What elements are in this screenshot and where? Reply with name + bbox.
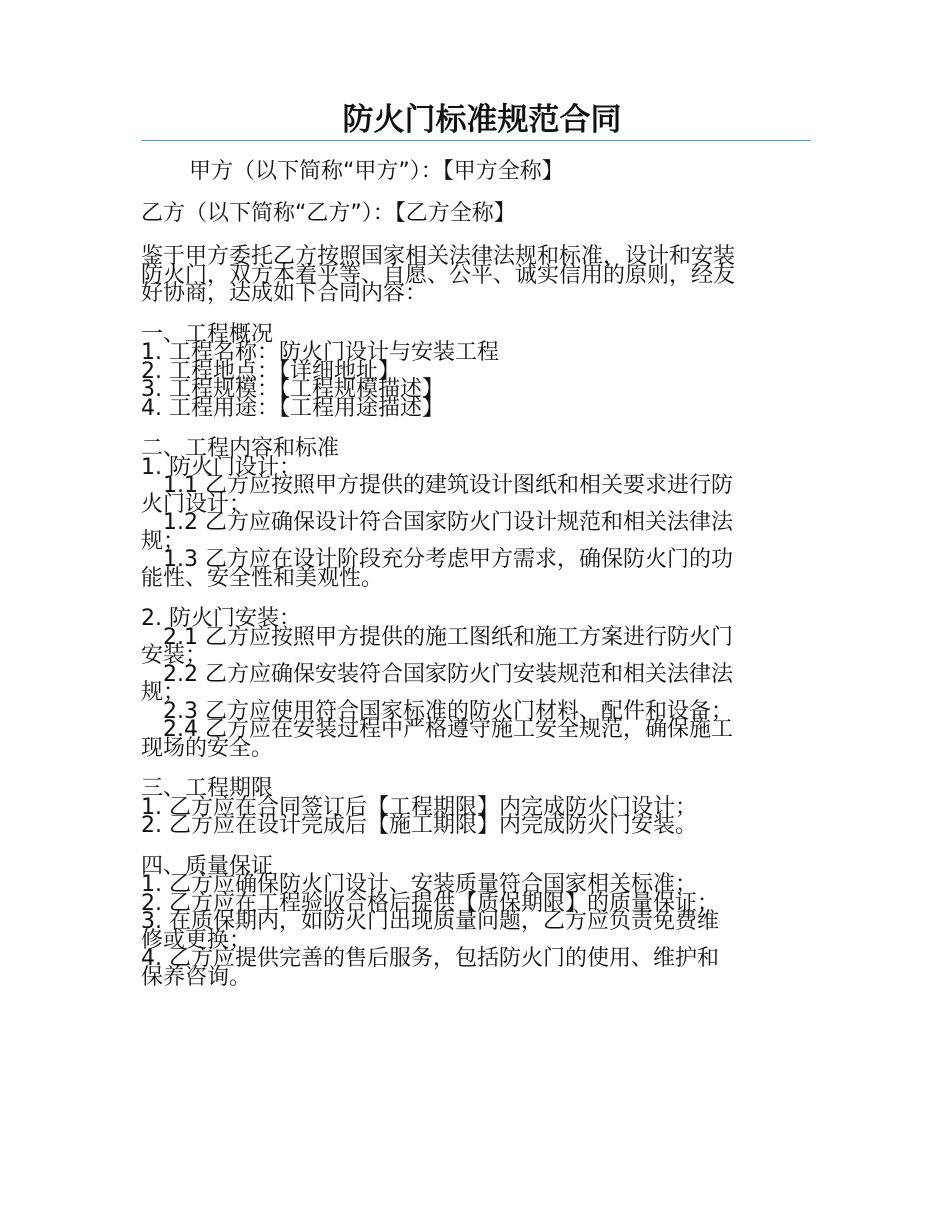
party-b-line: 乙方（以下简称“乙方”）：【乙方全称】 (141, 201, 516, 226)
party-a-line: 甲方（以下简称“甲方”）：【甲方全称】 (189, 159, 564, 184)
list-item: 2.4 乙方应在安装过程中严格遵守施工安全规范，确保施工 (163, 717, 733, 742)
list-item-continuation: 保养咨询。 (141, 964, 252, 990)
subsection-title: 1. 防火门设计： (141, 454, 301, 480)
intro-paragraph (141, 244, 811, 306)
section-heading: 二、工程内容和标准 (141, 436, 340, 461)
document-title: 防火门标准规范合同 (342, 102, 622, 138)
list-item: 1. 乙方应在合同签订后【工程期限】内完成防火门设计； (141, 794, 697, 820)
section-project-overview (141, 321, 811, 421)
list-item: 2.2 乙方应确保安装符合国家防火门安装规范和相关法律法 (163, 661, 733, 687)
list-item: 3. 工程规模：【工程规模描述】 (141, 377, 444, 402)
list-item: 4. 乙方应提供完善的售后服务，包括防火门的使用、维护和 (141, 946, 719, 971)
list-item: 1. 工程名称：防火门设计与安装工程 (141, 340, 499, 365)
list-item-continuation: 安装； (141, 643, 208, 668)
list-item: 4. 工程用途：【工程用途描述】 (141, 395, 444, 421)
list-item-continuation: 火门设计； (141, 491, 252, 517)
list-item: 3. 在质保期内，如防火门出现质量问题，乙方应负责免费维 (141, 909, 719, 934)
list-item: 1. 乙方应确保防火门设计、安装质量符合国家相关标准； (141, 872, 697, 897)
subsection-title: 2. 防火门安装： (141, 606, 301, 631)
title-underline (141, 140, 811, 141)
contract-page (141, 100, 811, 990)
list-item-continuation: 修或更换； (141, 927, 252, 953)
section-heading: 一、工程概况 (141, 321, 274, 347)
section-project-period (141, 776, 811, 838)
list-item: 2.3 乙方应使用符合国家标准的防火门材料、配件和设备； (163, 698, 733, 724)
intro-line: 防火门，双方本着平等、自愿、公平、诚实信用的原则，经友 (141, 262, 736, 288)
list-item-continuation: 能性、安全性和美观性。 (141, 565, 384, 591)
list-item: 2. 乙方应在设计完成后【施工期限】内完成防火门安装。 (141, 813, 697, 838)
list-item: 1.2 乙方应确保设计符合国家防火门设计规范和相关法律法 (163, 510, 733, 535)
list-item: 1.3 乙方应在设计阶段充分考虑甲方需求，确保防火门的功 (163, 547, 733, 572)
intro-line: 鉴于甲方委托乙方按照国家相关法律法规和标准，设计和安装 (141, 244, 736, 269)
list-item-continuation: 规； (141, 528, 186, 554)
intro-line: 好协商，达成如下合同内容： (141, 281, 428, 306)
list-item: 2.1 乙方应按照甲方提供的施工图纸和施工方案进行防火门 (163, 624, 733, 650)
list-item: 2. 乙方应在工程验收合格后提供【质保期限】的质量保证； (141, 890, 719, 916)
section-quality-guarantee (141, 853, 811, 990)
list-item-continuation: 现场的安全。 (141, 735, 274, 761)
list-item: 1.1 乙方应按照甲方提供的建筑设计图纸和相关要求进行防 (163, 473, 733, 498)
list-item-continuation: 规； (141, 680, 186, 705)
section-heading: 四、质量保证 (141, 853, 274, 879)
subsection-installation (141, 606, 811, 761)
list-item: 2. 工程地点：【详细地址】 (141, 358, 400, 384)
section-heading: 三、工程期限 (141, 776, 274, 801)
section-content-standards (141, 436, 811, 591)
